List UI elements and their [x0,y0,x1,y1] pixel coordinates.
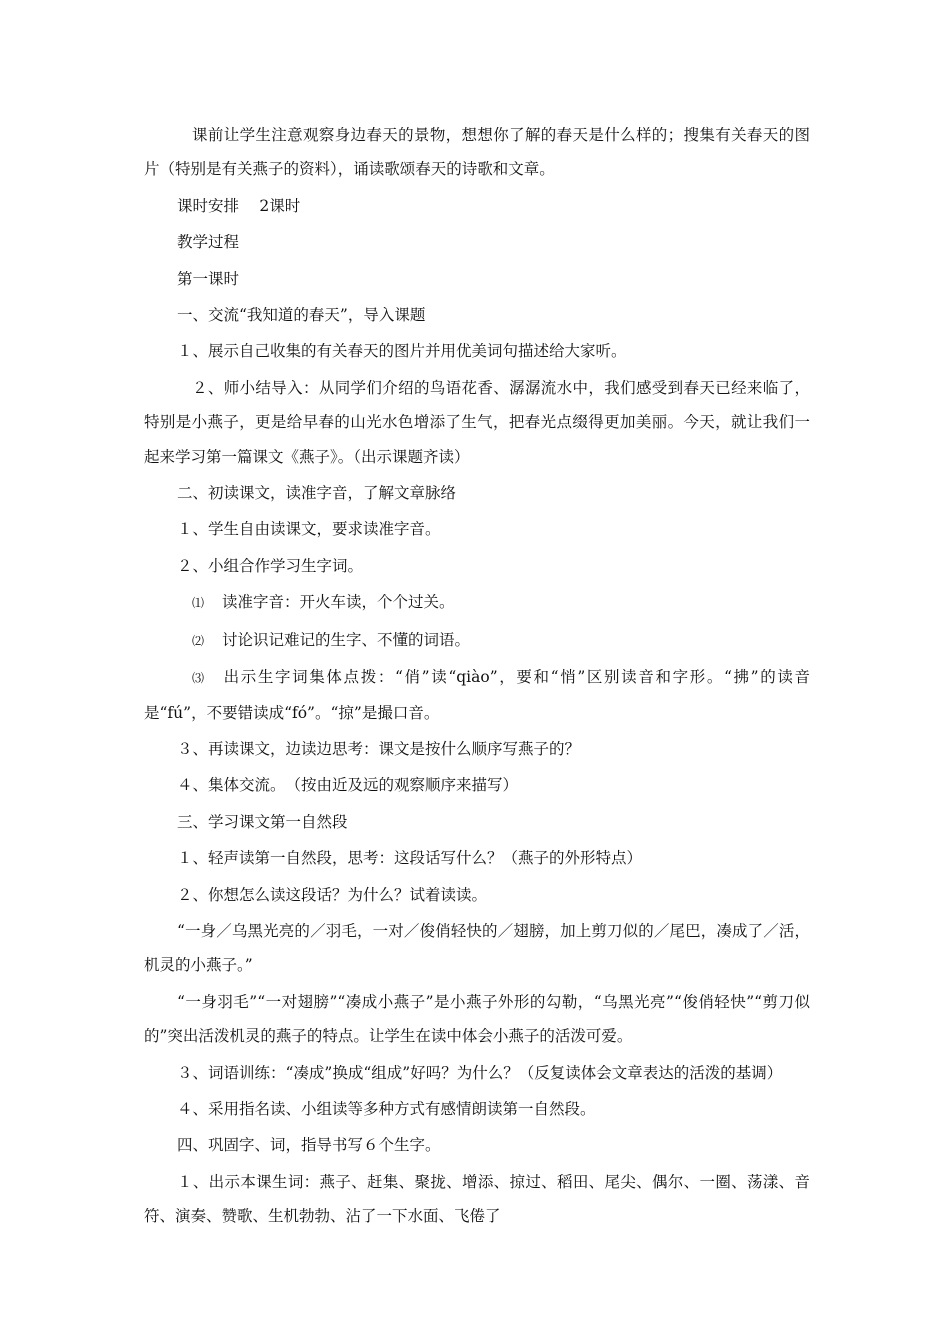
list-item: ２、小组合作学习生字词。 [177,556,364,575]
list-item: ４、采用指名读、小组读等多种方式有感情朗读第一自然段。 [177,1099,596,1118]
sub-list-item [144,623,810,658]
sub-item-number: ⑶ [192,671,205,686]
list-item: ３、词语训练：“凑成”换成“组成”好吗？为什么？（反复读体会文章表达的活泼的基调） [177,1063,783,1082]
sub-item-text: 出示生字词集体点拨：“俏”读“qiào”，要和“悄”区别读音和字形。“拂”的读音是“fú”，不要错读成“fó”。“掠”是撮口音。 [144,668,810,722]
list-item: ３、再读课文，边读边思考：课文是按什么顺序写燕子的？ [177,739,581,758]
sub-item-text: 读准字音：开火车读，个个过关。 [222,593,455,612]
list-item: １、学生自由读课文，要求读准字音。 [177,520,441,539]
list-item: ２、师小结导入：从同学们介绍的鸟语花香、潺潺流水中，我们感受到春天已经来临了，特别是小燕子，更是给早春的山光水色增添了生气，把春光点缀得更加美丽。今天，就让我们一起来学习第一篇课文《燕子》。（出示课题齐读） [144,378,810,466]
sub-item-number: ⑵ [192,633,205,648]
quoted-passage: “一身／乌黑光亮的／羽毛，一对／俊俏轻快的／翅膀，加上剪刀似的／尾巴，凑成了／活，机灵的小燕子。” [144,921,810,975]
paragraph-schedule: 课时安排 2课时 [177,196,301,215]
section-heading-1: 一、交流“我知道的春天”，导入课题 [177,306,426,325]
section-heading-2: 二、初读课文，读准字音，了解文章脉络 [177,484,457,503]
list-item: １、出示本课生词：燕子、赶集、聚拢、增添、掠过、稻田、尾尖、偶尔、一圈、荡漾、音符、演奏、赞歌、生机勃勃、沾了一下水面、飞倦了 [144,1172,810,1226]
sub-list-item [144,660,810,730]
sub-item-number: ⑴ [192,596,205,611]
list-item: ２、你想怎么读这段话？为什么？试着读读。 [177,885,488,904]
heading-teaching-process: 教学过程 [177,233,240,252]
list-item: １、轻声读第一自然段，思考：这段话写什么？（燕子的外形特点） [177,849,643,868]
section-heading-4: 四、巩固字、词，指导书写６个生字。 [177,1136,441,1155]
list-item: ４、集体交流。 （按由近及远的观察顺序来描写） [177,776,519,795]
sub-item-text: 讨论识记难记的生字、不懂的词语。 [222,630,471,649]
heading-first-lesson: 第一课时 [177,269,240,288]
document-body [144,118,810,1236]
list-item: １、展示自己收集的有关春天的图片并用优美词句描述给大家听。 [177,342,627,361]
paragraph-intro: 课前让学生注意观察身边春天的景物，想想你了解的春天是什么样的；搜集有关春天的图片（特别是有关燕子的资料），诵读歌颂春天的诗歌和文章。 [144,126,810,179]
section-heading-3: 三、学习课文第一自然段 [177,812,348,831]
analysis-paragraph: “一身羽毛”“一对翅膀”“凑成小燕子”是小燕子外形的勾勒，“乌黑光亮”“俊俏轻快”“剪刀似的”突出活泼机灵的燕子的特点。让学生在读中体会小燕子的活泼可爱。 [144,992,810,1046]
sub-list-item [144,585,810,620]
